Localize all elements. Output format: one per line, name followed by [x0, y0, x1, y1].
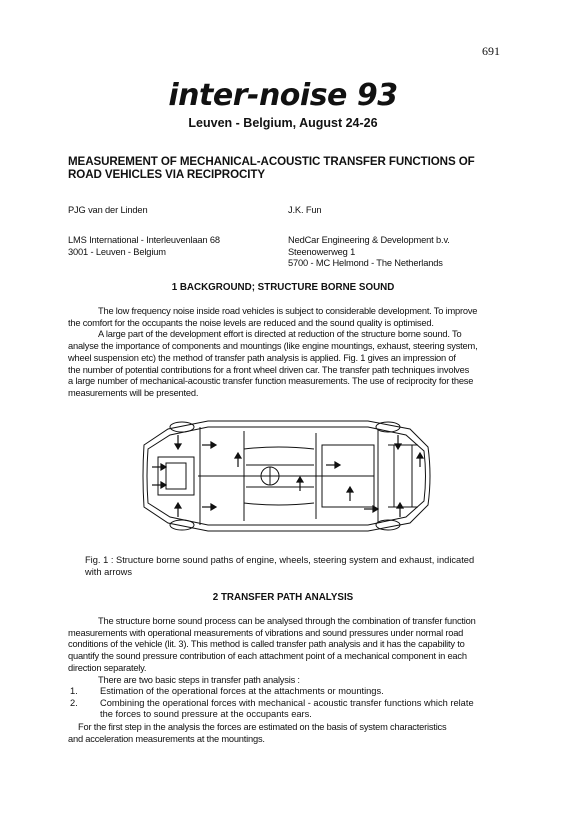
- car-chassis-figure: [138, 405, 434, 547]
- caption-line: with arrows: [85, 566, 133, 577]
- section-1-heading: 1 BACKGROUND; STRUCTURE BORNE SOUND: [171, 282, 395, 293]
- steps-list: [68, 686, 508, 721]
- caption-line: Fig. 1 : Structure borne sound paths of engine, wheels, steering system and exhaust, indicated: [85, 555, 475, 565]
- page-number: 691: [482, 44, 500, 58]
- author-1-affiliation: [68, 235, 220, 258]
- conference-location: Leuven - Belgium, August 24-26: [188, 116, 378, 130]
- paper-title: [68, 155, 508, 181]
- list-number: 2.: [70, 697, 78, 708]
- text-line: quantify the sound pressure contribution of each attachment point of a mechanical component in each: [68, 651, 467, 662]
- section-1-body: [68, 306, 500, 400]
- affiliation-line: LMS International - Interleuvenlaan 68: [68, 235, 220, 245]
- text-line: A large part of the development effort is directed at reduction of the structure borne sound. To: [98, 329, 462, 340]
- section-2-heading: 2 TRANSFER PATH ANALYSIS: [212, 592, 354, 603]
- list-text: Estimation of the operational forces at the attachments or mountings.: [100, 686, 384, 696]
- text-line: wheel suspension etc) the method of transfer path analysis is applied. Fig. 1 gives an impression of: [68, 352, 456, 363]
- text-line: The structure borne sound process can be analysed through the combination of transfer function: [98, 616, 476, 626]
- text-line: and acceleration measurements at the mountings.: [68, 733, 265, 744]
- author-2-affiliation: [288, 235, 450, 270]
- affiliation-line: NedCar Engineering & Development b.v.: [288, 235, 450, 245]
- list-item-continuation: [68, 709, 508, 721]
- title-line: ROAD VEHICLES VIA RECIPROCITY: [68, 168, 266, 181]
- text-line: measurements will be presented.: [68, 387, 199, 398]
- affiliation-line: 5700 - MC Helmond - The Netherlands: [288, 258, 443, 268]
- affiliation-line: 3001 - Leuven - Belgium: [68, 246, 166, 257]
- text-line: There are two basic steps in transfer path analysis :: [98, 674, 300, 685]
- list-item: [68, 698, 508, 710]
- text-line: The low frequency noise inside road vehicles is subject to considerable development. To improve: [98, 306, 478, 316]
- list-text: Combining the operational forces with mechanical - acoustic transfer functions which relate: [100, 697, 474, 708]
- author-1-name: PJG van der Linden: [68, 205, 148, 215]
- author-2-name: J.K. Fun: [288, 205, 322, 215]
- section-2-tail: [68, 722, 500, 745]
- text-line: direction separately.: [68, 662, 147, 673]
- text-line: analyse the importance of components and mountings (like engine mountings, exhaust, steering system,: [68, 341, 478, 352]
- text-line: measurements with operational measurements of vibrations and sound pressures under normal road: [68, 627, 464, 638]
- text-line: For the first step in the analysis the forces are estimated on the basis of system characteristics: [78, 722, 447, 732]
- text-line: a large number of mechanical-acoustic transfer function measurements. The use of reciprocity for these: [68, 376, 474, 387]
- conference-logo: inter-noise 93: [168, 78, 398, 113]
- title-line: MEASUREMENT OF MECHANICAL-ACOUSTIC TRANSFER FUNCTIONS OF: [68, 155, 475, 168]
- affiliation-line: Steenowerweg 1: [288, 246, 356, 257]
- section-2-body: [68, 616, 500, 686]
- figure-caption: [85, 555, 505, 578]
- list-text: the forces to sound pressure at the occupants ears.: [100, 709, 312, 720]
- list-number: 1.: [70, 686, 78, 696]
- text-line: the number of potential contributions for a front wheel driven car. The transfer path techniques involves: [68, 364, 470, 375]
- text-line: the comfort for the occupants the noise levels are reduced and the sound quality is optimised.: [68, 317, 434, 328]
- text-line: conditions of the vehicle (lit. 3). This method is called transfer path analysis and it has the capability to: [68, 639, 465, 650]
- list-item: [68, 686, 508, 698]
